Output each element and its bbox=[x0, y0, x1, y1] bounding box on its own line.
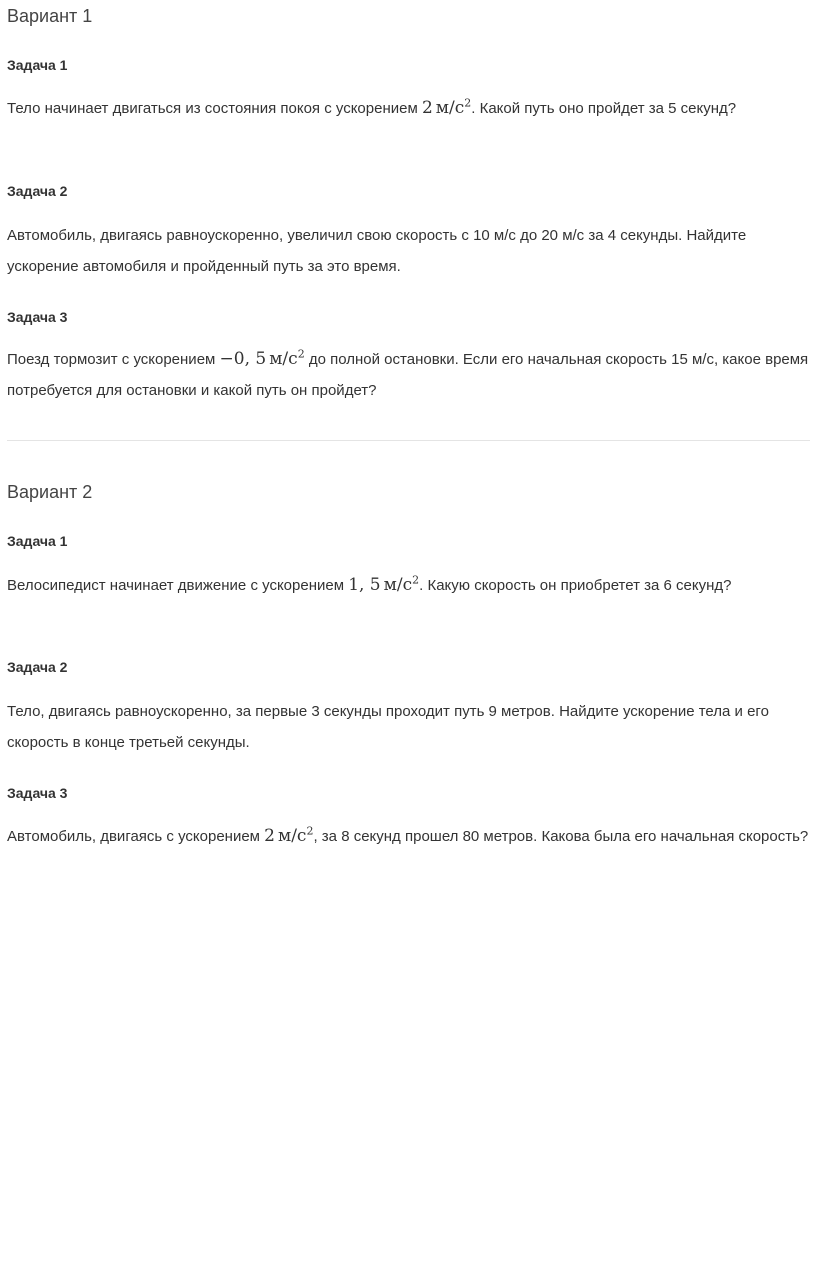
task-title: Задача 3 bbox=[7, 309, 68, 325]
task-text bbox=[7, 821, 810, 852]
task-text-before: Тело начинает двигаться из состояния покоя с ускорением bbox=[7, 100, 422, 117]
variant-title: Вариант 2 bbox=[7, 482, 93, 502]
task-title: Задача 2 bbox=[7, 183, 68, 199]
task-text: Автомобиль, двигаясь равноускоренно, увеличил свою скорость с 10 м/с до 20 м/с за 4 секунды. Найдите ускорение автомобиля и пройденный путь за это время. bbox=[7, 227, 747, 275]
task-text-before: Автомобиль, двигаясь с ускорением bbox=[7, 828, 265, 845]
variant-title: Вариант 1 bbox=[7, 6, 93, 26]
task-text-after: . Какой путь оно пройдет за 5 секунд? bbox=[471, 100, 737, 117]
task-text-before: Поезд тормозит с ускорением bbox=[7, 351, 220, 368]
math-formula bbox=[422, 98, 471, 118]
task-title: Задача 1 bbox=[7, 57, 68, 73]
math-power: 2 bbox=[464, 96, 472, 110]
task-title: Задача 1 bbox=[7, 533, 68, 549]
math-unit: м/с bbox=[277, 826, 307, 846]
math-power: 2 bbox=[306, 824, 314, 838]
math-value: −0, 5 bbox=[219, 349, 267, 369]
task-title: Задача 3 bbox=[7, 785, 68, 801]
task-text bbox=[7, 344, 810, 406]
section-divider bbox=[7, 440, 810, 441]
task-text-after: , за 8 секунд прошел 80 метров. Какова была его начальная скорость? bbox=[313, 828, 809, 845]
math-power: 2 bbox=[412, 573, 420, 587]
task-text-after: до полной остановки. Если его начальная скорость 15 м/с, какое время потребуется для остановки и какой путь он пройдет? bbox=[7, 351, 809, 399]
math-unit: м/с bbox=[269, 349, 298, 369]
math-formula bbox=[348, 575, 419, 595]
math-value: 1, 5 bbox=[348, 575, 381, 595]
task-text bbox=[7, 93, 810, 124]
math-unit: м/с bbox=[435, 98, 465, 118]
task-text: Тело, двигаясь равноускоренно, за первые 3 секунды проходит путь 9 метров. Найдите ускорение тела и его скорость в конце третьей секунды. bbox=[7, 703, 769, 751]
math-value: 2 bbox=[421, 98, 433, 118]
task-text bbox=[7, 570, 810, 601]
math-formula bbox=[264, 826, 313, 846]
math-power: 2 bbox=[297, 347, 305, 361]
math-value: 2 bbox=[264, 826, 275, 846]
task-title: Задача 2 bbox=[7, 659, 68, 675]
task-text-before: Велосипедист начинает движение с ускорением bbox=[7, 577, 349, 594]
task-text-after: . Какую скорость он приобретет за 6 секунд? bbox=[419, 577, 732, 594]
math-formula bbox=[220, 349, 305, 369]
math-unit: м/с bbox=[383, 575, 413, 595]
